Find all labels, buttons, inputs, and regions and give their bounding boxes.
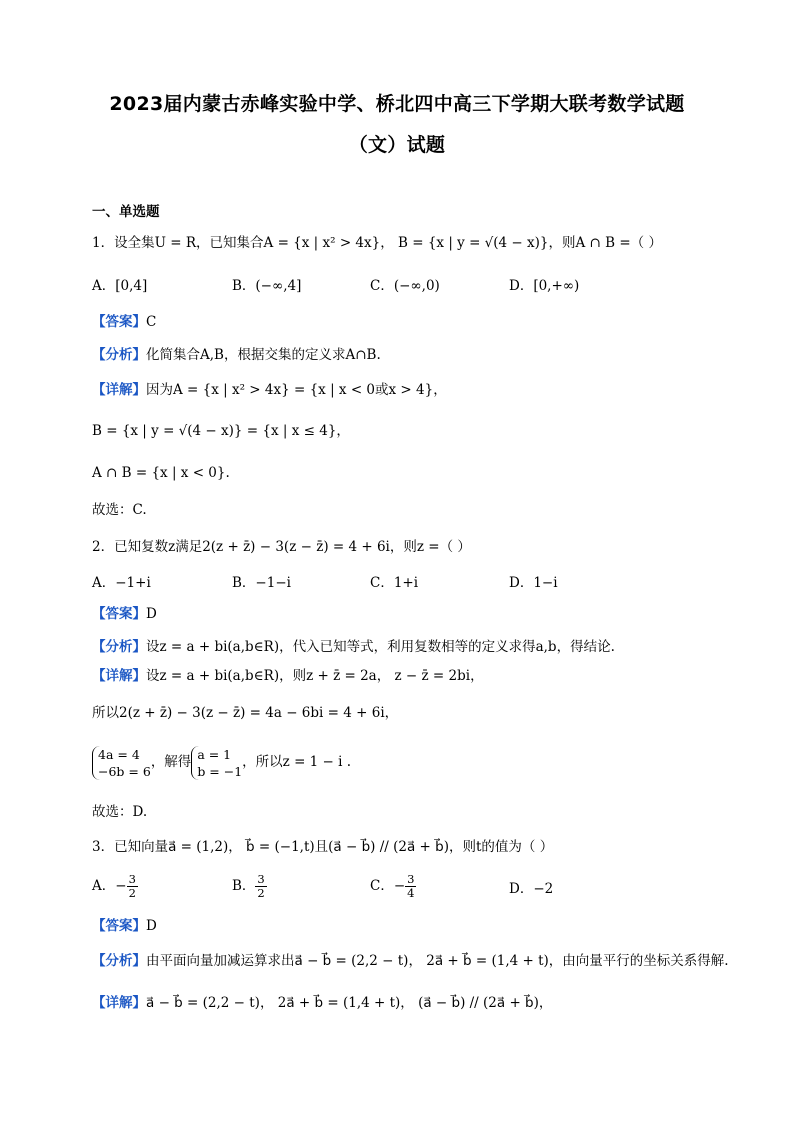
q1-option-b: B．(−∞,4] [232, 278, 302, 294]
q1-answer-value: C [146, 314, 157, 330]
q1-option-c: C．(−∞,0) [370, 278, 440, 294]
detail-tag: 【详解】 [92, 995, 146, 1011]
detail-tag: 【详解】 [92, 668, 146, 684]
q2-system-tail: ，所以z = 1 − i . [242, 754, 352, 770]
analysis-tag: 【分析】 [92, 639, 146, 655]
q3-option-d: D．−2 [509, 881, 554, 897]
q2-option-d: D．1−i [509, 575, 558, 591]
q1-detail-text-1: 因为A = {x | x² > 4x} = {x | x < 0或x > 4}， [146, 382, 447, 398]
analysis-tag: 【分析】 [92, 347, 146, 363]
q3-analysis-text: 由平面向量加减运算求出a⃗ − b⃗ = (2,2 − t)， 2a⃗ + b⃗ = (1,4 + t)，由向量平行的坐标关系得解. [146, 953, 729, 969]
q3-stem: 3．已知向量a⃗ = (1,2)， b⃗ = (−1,t)且(a⃗ − b⃗) // (2a⃗ + b⃗)，则t的值为（ ） [92, 839, 554, 855]
q1-option-a: A．[0,4] [92, 278, 148, 294]
q1-detail-line-3: A ∩ B = {x | x < 0}. [92, 465, 230, 481]
section-heading: 一、单选题 [92, 204, 160, 220]
q2-option-c: C．1+i [370, 575, 419, 591]
answer-tag: 【答案】 [92, 314, 146, 330]
q2-stem: 2．已知复数z满足2(z + z̄) − 3(z − z̄) = 4 + 6i，则z =（ ） [92, 539, 471, 555]
exam-title: 2023届内蒙古赤峰实验中学、桥北四中高三下学期大联考数学试题 [109, 93, 685, 115]
q2-system-mid: ，解得 [150, 754, 192, 770]
q2-detail-line-2: 所以2(z + z̄) − 3(z − z̄) = 4a − 6bi = 4 + 6i， [92, 705, 399, 721]
q1-detail-line-4: 故选：C. [92, 502, 147, 518]
q1-analysis [92, 345, 381, 365]
detail-tag: 【详解】 [92, 382, 146, 398]
q2-detail-line-1 [92, 666, 484, 686]
q3-option-b: B． $\frac{3}{2}$ [232, 872, 265, 900]
q3-detail-text: a⃗ − b⃗ = (2,2 − t)， 2a⃗ + b⃗ = (1,4 + t)， (a⃗ − b⃗) // (2a⃗ + b⃗)， [146, 995, 553, 1011]
q2-system-right: a = 1 b = −1 [191, 746, 242, 780]
q3-option-a: A．− $\frac{3}{2}$ [92, 872, 136, 900]
q1-detail-line-1 [92, 380, 447, 400]
q2-analysis [92, 637, 615, 657]
q2-option-a: A．−1+i [92, 575, 151, 591]
q2-detail-line-3: 故选：D. [92, 804, 148, 820]
answer-tag: 【答案】 [92, 606, 146, 622]
fraction: $\frac{3}{2}$ [128, 872, 136, 900]
q1-option-d: D．[0,+∞) [509, 278, 580, 294]
exam-subtitle: （文）试题 [348, 134, 446, 156]
q3-analysis [92, 951, 729, 971]
q1-stem: 1．设全集U = R，已知集合A = {x | x² > 4x}， B = {x | y = √(4 − x)}，则A ∩ B =（ ） [92, 235, 662, 251]
q1-analysis-text: 化简集合A,B，根据交集的定义求A∩B. [146, 347, 381, 363]
fraction: $\frac{3}{2}$ [257, 872, 265, 900]
q2-system-left: 4a = 4 −6b = 6 [92, 746, 151, 780]
analysis-tag: 【分析】 [92, 953, 146, 969]
q3-detail [92, 993, 552, 1013]
answer-tag: 【答案】 [92, 918, 146, 934]
q2-analysis-text: 设z = a + bi(a,b∈R)，代入已知等式，利用复数相等的定义求得a,b，得结论. [146, 639, 615, 655]
q2-option-b: B．−1−i [232, 575, 291, 591]
q2-answer-value: D [146, 606, 157, 622]
q3-answer [92, 916, 157, 936]
q3-option-c: C．− $\frac{3}{4}$ [370, 872, 415, 900]
q3-answer-value: D [146, 918, 157, 934]
q2-answer [92, 604, 157, 624]
q1-answer [92, 312, 156, 332]
q2-equation-system [92, 744, 351, 780]
fraction: $\frac{3}{4}$ [407, 872, 415, 900]
q2-detail-text-1: 设z = a + bi(a,b∈R)，则z + z̄ = 2a， z − z̄ = 2bi， [146, 668, 484, 684]
q1-detail-line-2: B = {x | y = √(4 − x)} = {x | x ≤ 4}， [92, 423, 350, 439]
